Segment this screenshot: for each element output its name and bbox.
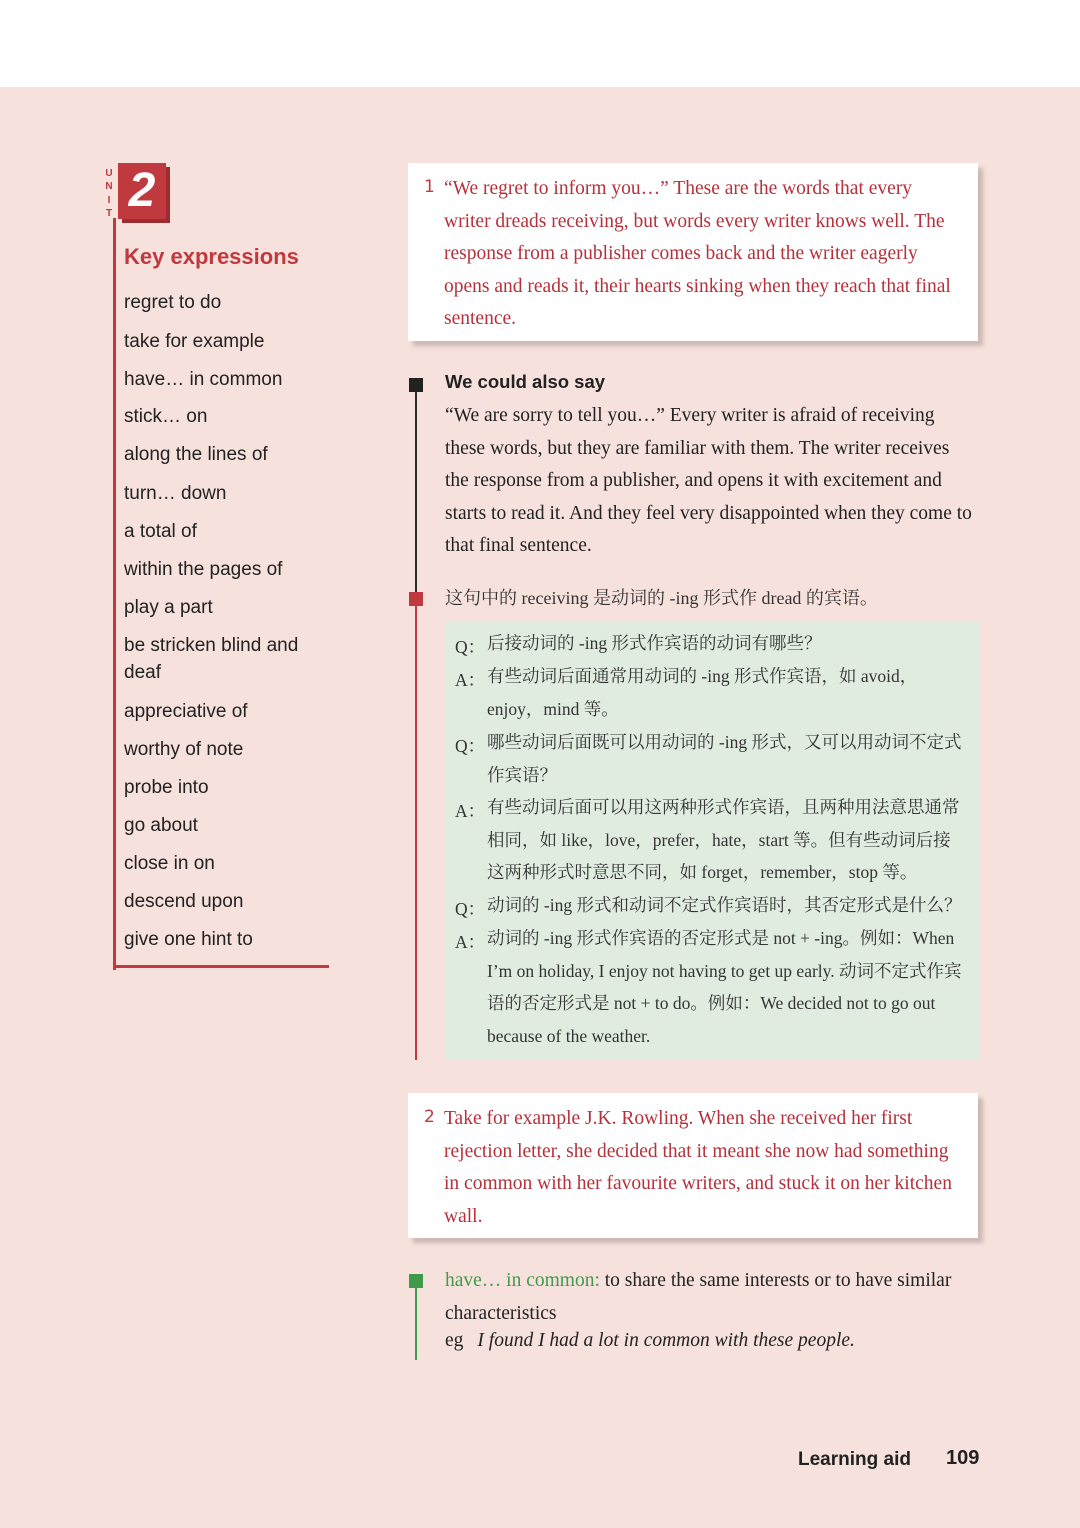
qa-label: Q： xyxy=(455,637,486,657)
bullet-square-icon xyxy=(409,1274,423,1288)
key-expression-item: have… in common xyxy=(124,369,283,390)
also-say-rule xyxy=(415,385,417,598)
key-expression-item: be stricken blind and deaf xyxy=(124,635,299,683)
key-expression-item: play a part xyxy=(124,597,213,618)
qa-text: 有些动词后面可以用这两种形式作宾语，且两种用法意思通常相同，如 like，love，prefer，hate，start 等。但有些动词后接这两种形式时意思不同，如 forget，remember，stop 等。 xyxy=(487,797,960,883)
qa-text: 动词的 -ing 形式作宾语的否定形式是 not + -ing。例如：When I’m on holiday, I enjoy not having to get up early. 动词不定式作宾语的否定形式是 not + to do。例如：We decided not to go out because of the weather. xyxy=(487,928,962,1046)
key-expression-item: take for example xyxy=(124,331,265,352)
grammar-rule xyxy=(415,600,417,1060)
common-definition xyxy=(445,1265,980,1330)
key-expression-item: probe into xyxy=(124,777,209,798)
key-expression-item: worthy of note xyxy=(124,739,244,760)
qa-text: 后接动词的 -ing 形式作宾语的动词有哪些？ xyxy=(487,633,822,653)
grammar-note: 这句中的 receiving 是动词的 -ing 形式作 dread 的宾语。 xyxy=(445,588,878,608)
bullet-square-icon xyxy=(409,378,423,392)
key-expression-item: within the pages of xyxy=(124,559,283,580)
passage-number: 1 xyxy=(424,177,435,197)
unit-label xyxy=(101,168,117,220)
example-sentence: I found I had a lot in common with these people. xyxy=(477,1330,855,1351)
footer-label: Learning aid xyxy=(798,1449,911,1470)
key-expression-item: stick… on xyxy=(124,406,208,427)
sidebar-bottom-rule xyxy=(113,965,329,968)
unit-letter: T xyxy=(105,207,113,219)
qa-text: 哪些动词后面既可以用动词的 -ing 形式，又可以用动词不定式作宾语？ xyxy=(487,732,962,785)
passage-1-box xyxy=(408,163,978,341)
passage-2-box xyxy=(408,1093,978,1238)
key-expression-item: a total of xyxy=(124,521,197,542)
key-expression-item: appreciative of xyxy=(124,701,248,722)
qa-text: 有些动词后面通常用动词的 -ing 形式作宾语，如 avoid，enjoy，mind 等。 xyxy=(487,666,918,719)
passage-1-text: “We regret to inform you…” These are the words that every writer dreads receiving, but words every writer knows well. The response from a publisher comes back and the writer eagerly opens and reads it, their hearts sinking when they reach that final sentence. xyxy=(444,178,951,329)
bullet-square-icon xyxy=(409,592,423,606)
key-expressions-title: Key expressions xyxy=(124,244,299,269)
common-term: have… in common: xyxy=(445,1270,600,1291)
qa-label: A： xyxy=(455,670,486,690)
key-expression-item: regret to do xyxy=(124,292,222,313)
common-example xyxy=(445,1330,855,1352)
qa-label: A： xyxy=(455,932,486,952)
sidebar-rule xyxy=(113,218,116,970)
common-definition-text: to share the same interests or to have similar characteristics xyxy=(445,1270,952,1324)
eg-label: eg xyxy=(445,1330,464,1351)
unit-letter: I xyxy=(107,194,111,206)
unit-badge xyxy=(118,163,166,219)
qa-label: A： xyxy=(455,801,486,821)
key-expression-item: close in on xyxy=(124,853,215,874)
unit-letter: U xyxy=(105,168,113,179)
key-expression-item: turn… down xyxy=(124,483,227,504)
also-say-title: We could also say xyxy=(445,371,606,392)
key-expression-item: go about xyxy=(124,815,198,836)
qa-label: Q： xyxy=(455,736,486,756)
unit-letter: N xyxy=(105,181,113,193)
common-rule xyxy=(415,1280,417,1360)
passage-number: 2 xyxy=(424,1107,435,1127)
page-number: 109 xyxy=(946,1447,980,1469)
key-expression-item: give one hint to xyxy=(124,929,253,950)
qa-text: 动词的 -ing 形式和动词不定式作宾语时，其否定形式是什么？ xyxy=(487,895,962,915)
qa-label: Q： xyxy=(455,899,486,919)
also-say-text: “We are sorry to tell you…” Every writer is afraid of receiving these words, but they are familiar with them. The writer receives the response from a publisher, and opens it with excitement and starts to read it. And they feel very disappointed when they come to that final sentence. xyxy=(445,405,972,557)
passage-2-text: Take for example J.K. Rowling. When she received her first rejection letter, she decided that it meant she now had something in common with her favourite writers, and stuck it on her kitchen wall. xyxy=(444,1108,952,1227)
key-expression-item: descend upon xyxy=(124,891,244,912)
unit-number: 2 xyxy=(128,164,156,217)
key-expression-item: along the lines of xyxy=(124,444,268,465)
